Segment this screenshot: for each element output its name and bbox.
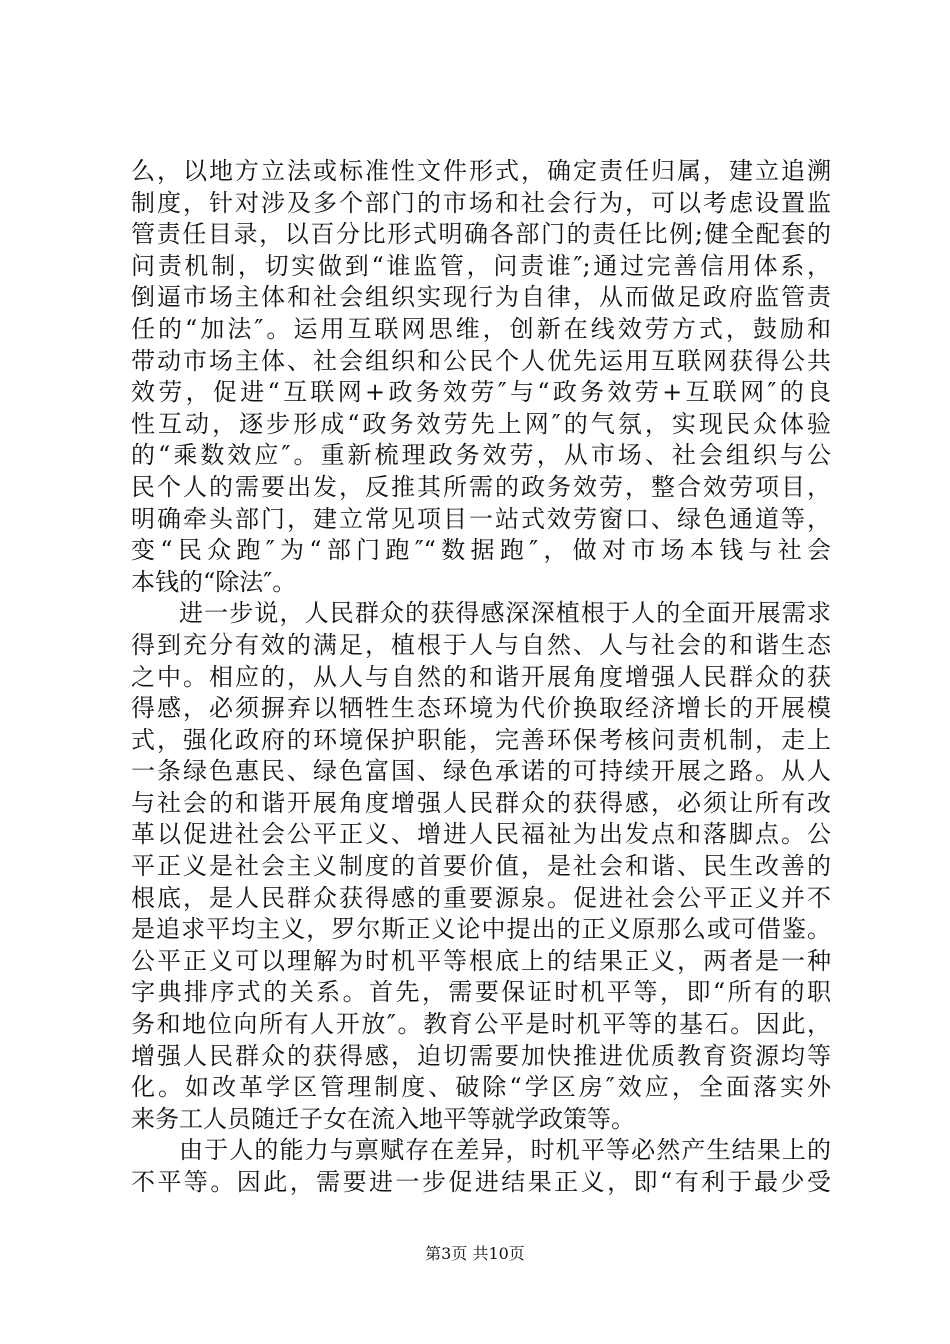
text-line: 倒逼市场主体和社会组织实现行为自律，从而做足政府监管责 (131, 283, 831, 312)
text-line: 根底，是人民群众获得感的重要源泉。促进社会公平正义并不 (131, 883, 831, 912)
text-line: 得感，必须摒弃以牺牲生态环境为代价换取经济增长的开展模 (131, 694, 831, 723)
paragraph-1 (131, 156, 831, 598)
body-text (131, 156, 831, 1199)
text-line: 与社会的和谐开展角度增强人民群众的获得感，必须让所有改 (131, 788, 831, 817)
text-line: 的“乘数效应″。重新梳理政务效劳，从市场、社会组织与公 (131, 441, 831, 470)
text-line: 不平等。因此，需要进一步促进结果正义，即“有利于最少受 (131, 1168, 831, 1196)
text-line: 问责机制，切实做到“谁监管，问责谁″;通过完善信用体系， (131, 251, 831, 280)
text-line: 务和地位向所有人开放″。教育公平是时机平等的基石。因此， (131, 1010, 831, 1039)
paragraph-2 (131, 598, 831, 1135)
text-line: 由于人的能力与禀赋存在差异，时机平等必然产生结果上的 (179, 1136, 831, 1165)
text-line: 制度，针对涉及多个部门的市场和社会行为，可以考虑设置监 (131, 188, 831, 217)
text-line: 民个人的需要出发，反推其所需的政务效劳，整合效劳项目， (131, 472, 831, 501)
text-line: 来务工人员随迁子女在流入地平等就学政策等。 (131, 1104, 635, 1133)
page-number-footer: 第3页 共10页 (425, 1244, 525, 1263)
text-line: 字典排序式的关系。首先，需要保证时机平等，即“所有的职 (131, 978, 831, 1007)
text-line: 进一步说，人民群众的获得感深深植根于人的全面开展需求 (179, 599, 831, 628)
paragraph-3 (131, 1135, 831, 1198)
text-line: 平正义是社会主义制度的首要价值，是社会和谐、民生改善的 (131, 852, 831, 881)
text-line: 么，以地方立法或标准性文件形式，确定责任归属，建立追溯 (131, 157, 831, 185)
text-line: 公平正义可以理解为时机平等根底上的结果正义，两者是一种 (131, 946, 831, 975)
text-line: 化。如改革学区管理制度、破除“学区房″效应，全面落实外 (131, 1073, 831, 1102)
text-line: 带动市场主体、社会组织和公民个人优先运用互联网获得公共 (131, 346, 831, 375)
text-line: 一条绿色惠民、绿色富国、绿色承诺的可持续开展之路。从人 (131, 757, 831, 786)
text-line: 管责任目录，以百分比形式明确各部门的责任比例;健全配套的 (131, 220, 831, 249)
text-line: 式，强化政府的环境保护职能，完善环保考核问责机制，走上 (131, 725, 831, 754)
text-line: 革以促进社会公平正义、增进人民福祉为出发点和落脚点。公 (131, 820, 831, 849)
text-line: 得到充分有效的满足，植根于人与自然、人与社会的和谐生态 (131, 630, 831, 659)
text-line: 本钱的“除法″。 (131, 567, 297, 596)
text-line: 任的“加法″。运用互联网思维，创新在线效劳方式，鼓励和 (131, 314, 831, 343)
text-line: 变“民众跑″为“部门跑″“数据跑″，做对市场本钱与社会 (131, 536, 831, 565)
text-line: 之中。相应的，从人与自然的和谐开展角度增强人民群众的获 (131, 662, 831, 691)
text-line: 增强人民群众的获得感，迫切需要加快推进优质教育资源均等 (131, 1041, 831, 1070)
text-line: 明确牵头部门，建立常见项目一站式效劳窗口、绿色通道等， (131, 504, 831, 533)
text-line: 性互动，逐步形成“政务效劳先上网″的气氛，实现民众体验 (131, 409, 831, 438)
text-line: 效劳，促进“互联网+政务效劳″与“政务效劳+互联网″的良 (131, 378, 831, 407)
text-line: 是追求平均主义，罗尔斯正义论中提出的正义原那么或可借鉴。 (131, 915, 831, 944)
